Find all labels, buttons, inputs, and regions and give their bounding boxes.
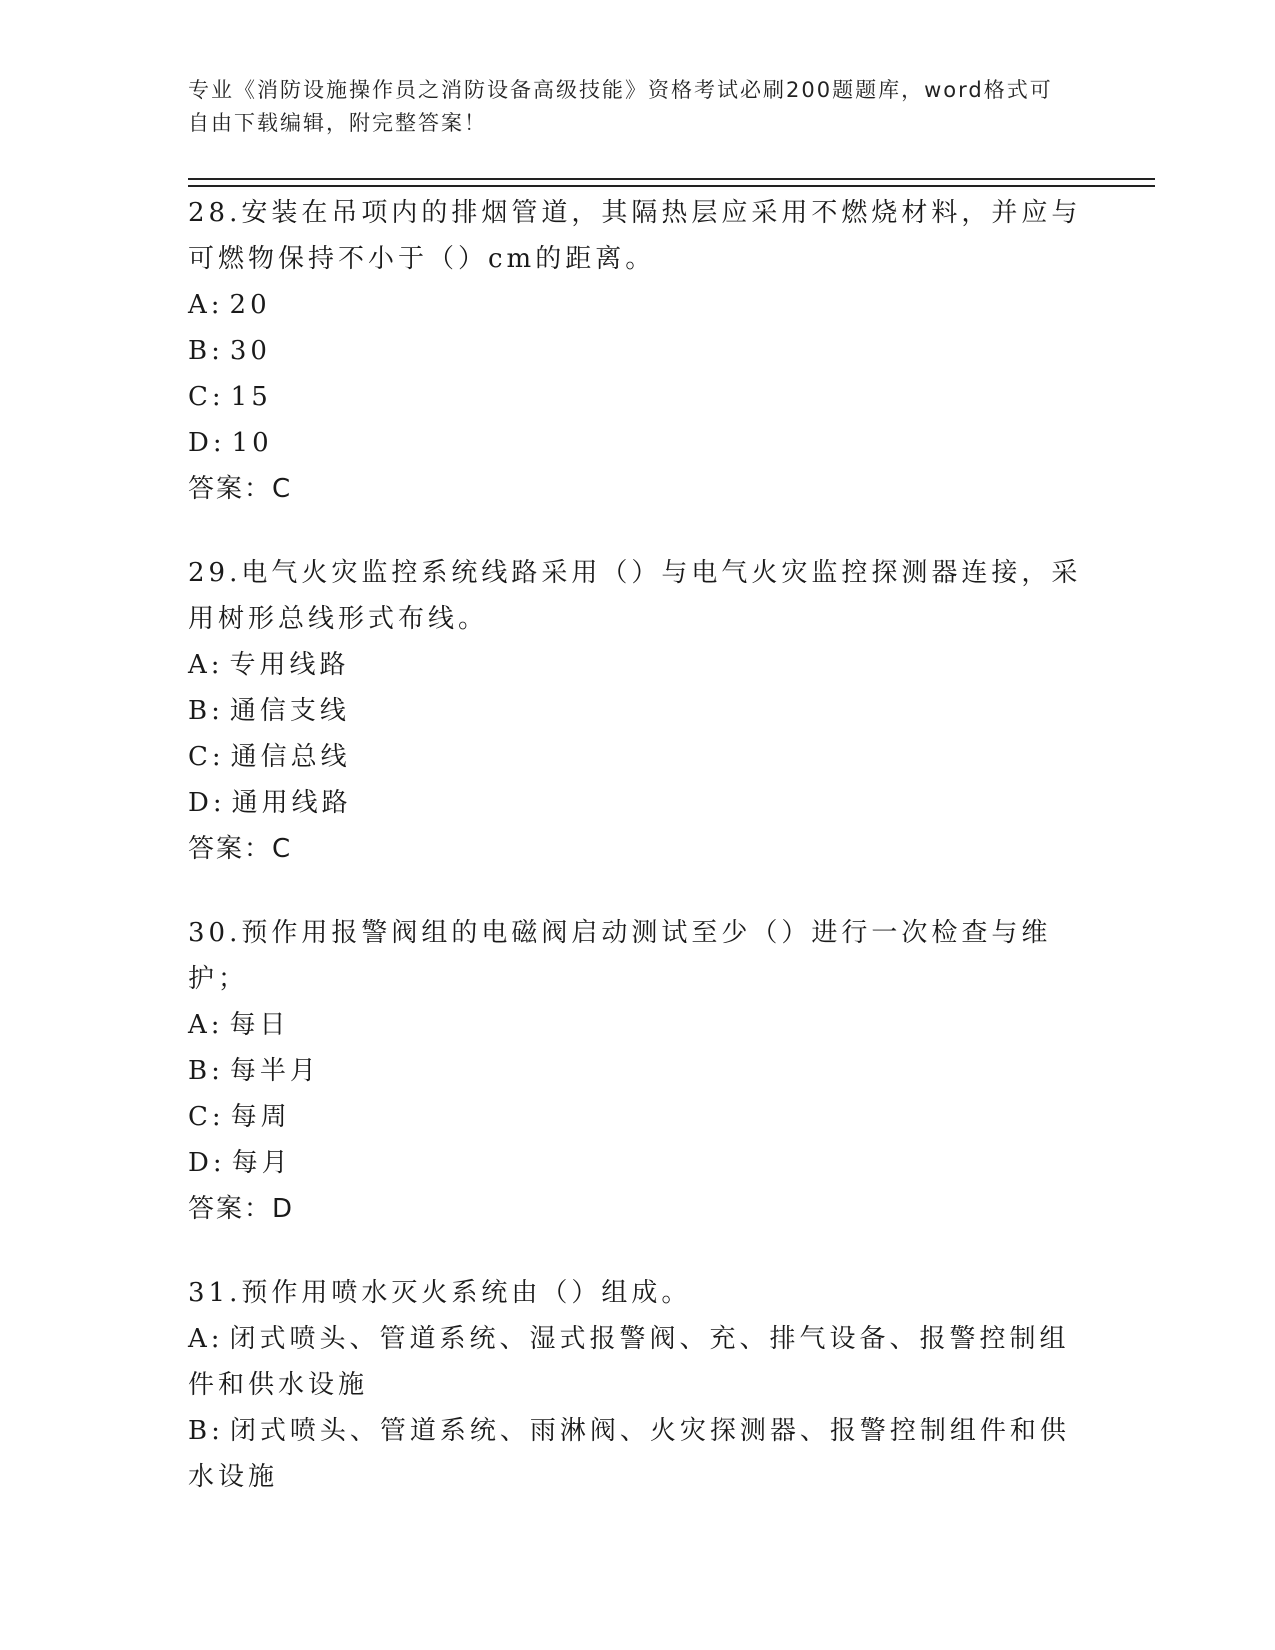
option-key: D: <box>188 1148 226 1178</box>
option-c <box>188 734 1088 780</box>
question-29 <box>188 550 1088 872</box>
question-stem <box>188 190 1088 282</box>
question-30 <box>188 910 1088 1232</box>
option-text: 每周 <box>230 1102 291 1132</box>
option-b <box>188 688 1088 734</box>
option-d <box>188 780 1088 826</box>
option-text: 闭式喷头、管道系统、湿式报警阀、充、排气设备、报警控制组件和供水设施 <box>188 1324 1070 1400</box>
question-text: 电气火灾监控系统线路采用（）与电气火灾监控探测器连接，采用树形总线形式布线。 <box>188 558 1082 634</box>
option-text: 15 <box>230 382 272 412</box>
question-number: 31. <box>188 1278 242 1308</box>
question-stem <box>188 910 1088 1002</box>
option-key: A: <box>188 650 224 680</box>
option-key: C: <box>188 382 225 412</box>
option-text: 通信支线 <box>229 696 350 726</box>
option-b <box>188 1408 1088 1500</box>
option-d <box>188 420 1088 466</box>
option-a <box>188 1316 1088 1408</box>
option-text: 通信总线 <box>230 742 351 772</box>
document-header: 专业《消防设施操作员之消防设备高级技能》资格考试必刷200题题库，word格式可自由下载编辑，附完整答案！ <box>188 78 1053 135</box>
question-28 <box>188 190 1088 512</box>
option-key: B: <box>188 1056 224 1086</box>
option-b <box>188 1048 1088 1094</box>
option-key: D: <box>188 788 226 818</box>
option-a <box>188 282 1088 328</box>
option-text: 闭式喷头、管道系统、雨淋阀、火灾探测器、报警控制组件和供水设施 <box>188 1416 1070 1492</box>
option-key: C: <box>188 1102 225 1132</box>
question-text: 预作用报警阀组的电磁阀启动测试至少（）进行一次检查与维护； <box>188 918 1052 994</box>
option-text: 每月 <box>231 1148 292 1178</box>
option-c <box>188 1094 1088 1140</box>
option-key: D: <box>188 428 226 458</box>
option-key: B: <box>188 1416 224 1446</box>
option-text: 每半月 <box>229 1056 320 1086</box>
option-text: 20 <box>229 290 271 320</box>
question-list <box>188 190 1088 1538</box>
option-text: 专用线路 <box>229 650 350 680</box>
option-key: A: <box>188 290 224 320</box>
option-b <box>188 328 1088 374</box>
question-number: 28. <box>188 198 242 228</box>
option-text: 30 <box>229 336 271 366</box>
option-a <box>188 1002 1088 1048</box>
question-stem <box>188 1270 1088 1316</box>
option-c <box>188 374 1088 420</box>
option-d <box>188 1140 1088 1186</box>
option-text: 每日 <box>229 1010 290 1040</box>
header-divider-bottom <box>188 185 1155 187</box>
option-text: 通用线路 <box>231 788 352 818</box>
option-text: 10 <box>231 428 273 458</box>
question-text: 安装在吊项内的排烟管道，其隔热层应采用不燃烧材料，并应与可燃物保持不小于（）cm的距离。 <box>188 198 1082 274</box>
question-number: 30. <box>188 918 242 948</box>
header-divider-top <box>188 178 1155 180</box>
answer-line: 答案：C <box>188 834 293 864</box>
option-key: A: <box>188 1324 224 1354</box>
question-text: 预作用喷水灭火系统由（）组成。 <box>241 1278 692 1308</box>
option-key: B: <box>188 336 224 366</box>
answer-line: 答案：C <box>188 474 293 504</box>
option-a <box>188 642 1088 688</box>
answer-line: 答案：D <box>188 1194 295 1224</box>
option-key: A: <box>188 1010 224 1040</box>
option-key: C: <box>188 742 225 772</box>
question-31 <box>188 1270 1088 1500</box>
question-stem <box>188 550 1088 642</box>
option-key: B: <box>188 696 224 726</box>
question-number: 29. <box>188 558 242 588</box>
